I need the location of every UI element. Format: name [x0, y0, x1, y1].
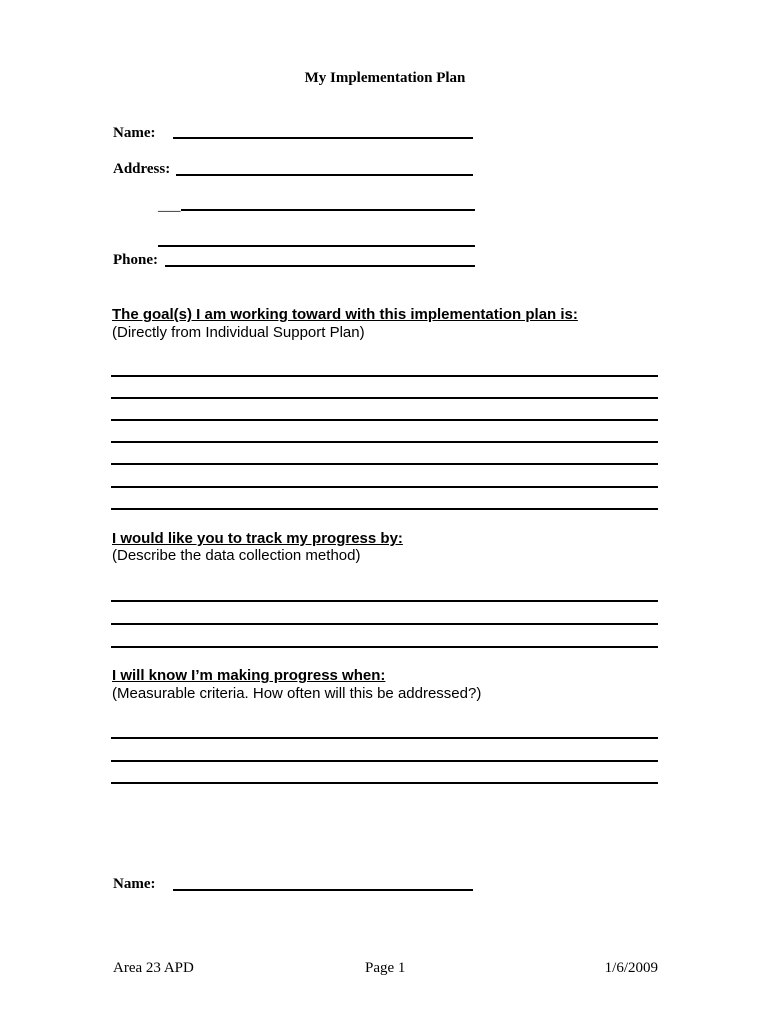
address-label: Address:	[113, 161, 171, 177]
goals-answer-line-6[interactable]	[111, 486, 658, 488]
phone-field-line[interactable]	[165, 265, 475, 267]
tracking-answer-line-1[interactable]	[111, 600, 658, 602]
address-field-line-3[interactable]	[158, 245, 475, 247]
address-field-line-2[interactable]	[181, 209, 475, 211]
footer-date: 1/6/2009	[604, 960, 658, 976]
goals-answer-line-4[interactable]	[111, 441, 658, 443]
goals-answer-line-7[interactable]	[111, 508, 658, 510]
tracking-answer-line-2[interactable]	[111, 623, 658, 625]
progress-answer-line-3[interactable]	[111, 782, 658, 784]
progress-subheading: (Measurable criteria. How often will this be addressed?)	[112, 685, 482, 702]
goals-heading: The goal(s) I am working toward with this implementation plan is:	[112, 306, 578, 323]
footer-page-number: Page 1	[365, 960, 406, 976]
name-field-line[interactable]	[173, 137, 473, 139]
progress-heading: I will know I’m making progress when:	[112, 667, 386, 684]
goals-subheading: (Directly from Individual Support Plan)	[112, 324, 365, 341]
tracking-answer-line-3[interactable]	[111, 646, 658, 648]
tracking-subheading: (Describe the data collection method)	[112, 547, 361, 564]
footer-left-text: Area 23 APD	[113, 960, 194, 976]
progress-answer-line-1[interactable]	[111, 737, 658, 739]
address-field-line-1[interactable]	[176, 174, 473, 176]
goals-answer-line-1[interactable]	[111, 375, 658, 377]
address-line-prefix: ___	[158, 198, 181, 214]
name-label: Name:	[113, 125, 156, 141]
goals-answer-line-5[interactable]	[111, 463, 658, 465]
progress-answer-line-2[interactable]	[111, 760, 658, 762]
goals-answer-line-3[interactable]	[111, 419, 658, 421]
tracking-heading: I would like you to track my progress by:	[112, 530, 403, 547]
signature-name-field-line[interactable]	[173, 889, 473, 891]
signature-name-label: Name:	[113, 876, 156, 892]
document-title: My Implementation Plan	[304, 70, 466, 86]
goals-answer-line-2[interactable]	[111, 397, 658, 399]
phone-label: Phone:	[113, 252, 158, 268]
